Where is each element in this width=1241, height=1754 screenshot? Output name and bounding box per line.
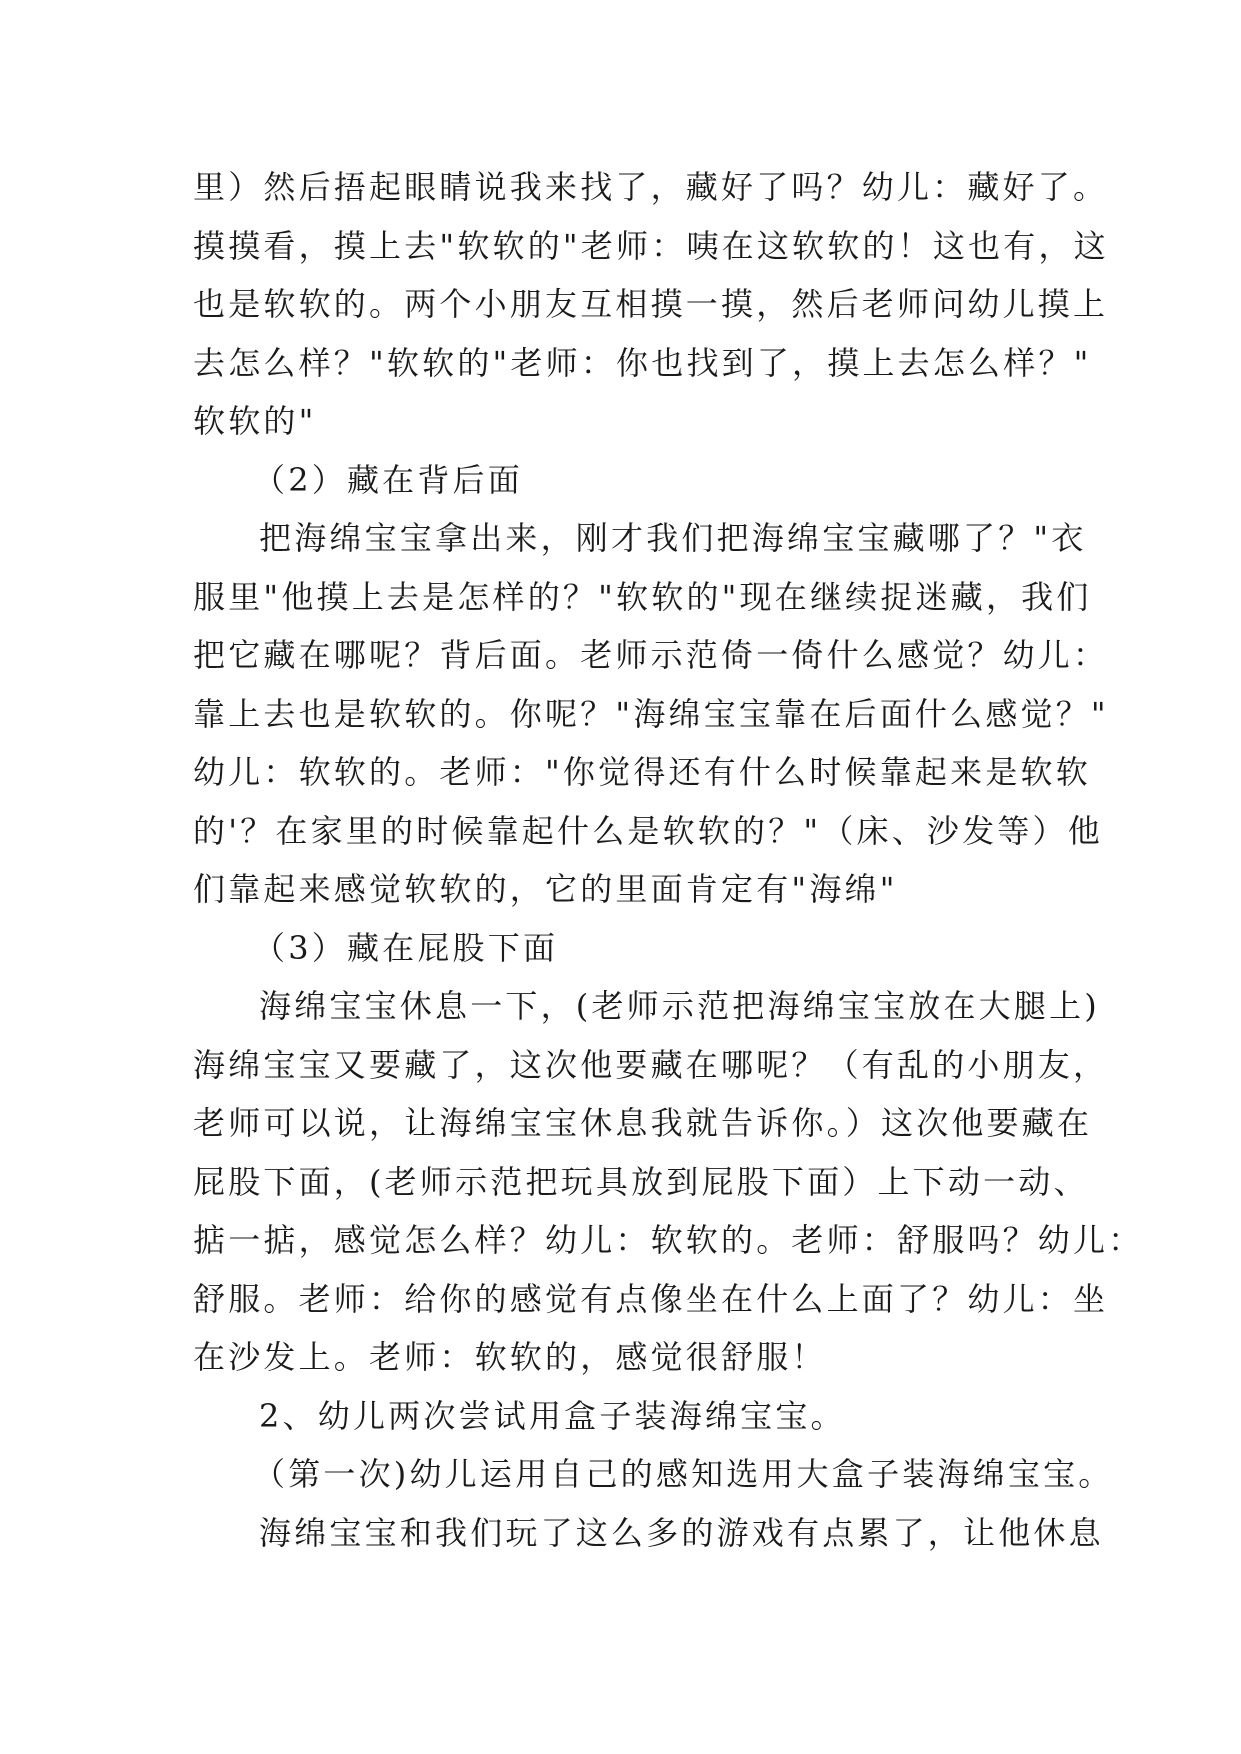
text-line: 去怎么样？"软软的"老师：你也找到了，摸上去怎么样？" xyxy=(193,343,1092,382)
text-line: 掂一掂，感觉怎么样？幼儿：软软的。老师：舒服吗？幼儿： xyxy=(193,1221,1144,1259)
paragraph-start: 海绵宝宝和我们玩了这么多的游戏有点累了，让他休息 xyxy=(259,1513,1104,1552)
text-line: 软软的" xyxy=(193,402,317,440)
text-line: 的'？在家里的时候靠起什么是软软的？"（床、沙发等）他 xyxy=(193,811,1103,850)
section-heading: （3）藏在屁股下面 xyxy=(253,928,559,967)
text-line: 屁股下面，(老师示范把玩具放到屁股下面）上下动一动、 xyxy=(193,1162,1089,1201)
text-line: 里）然后捂起眼睛说我来找了，藏好了吗？幼儿：藏好了。 xyxy=(193,168,1109,206)
paragraph-start: 把海绵宝宝拿出来，刚才我们把海绵宝宝藏哪了？"衣 xyxy=(259,519,1087,557)
text-line: 幼儿：软软的。老师："你觉得还有什么时候靠起来是软软 xyxy=(193,753,1091,791)
text-line: 老师可以说，让海绵宝宝休息我就告诉你。）这次他要藏在 xyxy=(193,1104,1093,1142)
text-line: 们靠起来感觉软软的，它的里面肯定有"海绵" xyxy=(193,870,898,908)
section-heading: （2）藏在背后面 xyxy=(253,460,523,499)
text-line: 靠上去也是软软的。你呢？"海绵宝宝靠在后面什么感觉？" xyxy=(193,694,1109,733)
text-line: 也是软软的。两个小朋友互相摸一摸，然后老师问幼儿摸上 xyxy=(193,285,1109,323)
text-line: 海绵宝宝又要藏了，这次他要藏在哪呢？（有乱的小朋友， xyxy=(193,1045,1109,1084)
text-line: 在沙发上。老师：软软的，感觉很舒服！ xyxy=(193,1338,827,1376)
text-line: 摸摸看，摸上去"软软的"老师：咦在这软软的！这也有，这 xyxy=(193,226,1109,265)
paragraph-start: 海绵宝宝休息一下，(老师示范把海绵宝宝放在大腿上) xyxy=(259,987,1100,1025)
text-line: 服里"他摸上去是怎样的？"软软的"现在继续捉迷藏，我们 xyxy=(193,577,1092,616)
numbered-step: 2、幼儿两次尝试用盒子装海绵宝宝。 xyxy=(259,1396,846,1435)
text-line: 舒服。老师：给你的感觉有点像坐在什么上面了？幼儿：坐 xyxy=(193,1279,1109,1318)
section-heading: （第一次)幼儿运用自己的感知选用大盒子装海绵宝宝。 xyxy=(253,1455,1114,1493)
document-body xyxy=(193,158,1144,1562)
text-line: 把它藏在哪呢？背后面。老师示范倚一倚什么感觉？幼儿： xyxy=(193,636,1109,674)
